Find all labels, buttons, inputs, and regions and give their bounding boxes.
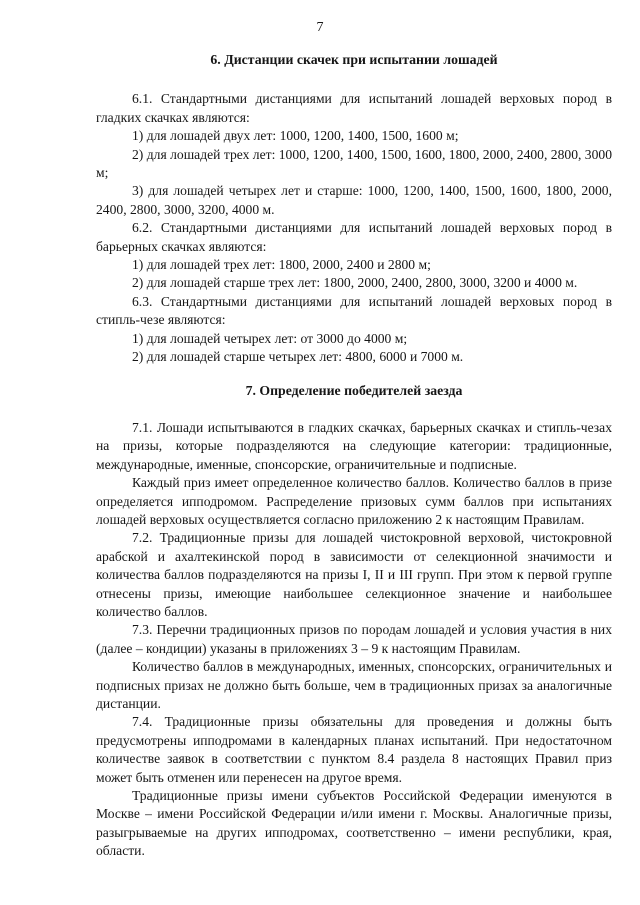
section-6-list-item: 1) для лошадей трех лет: 1800, 2000, 2400 и 2800 м; xyxy=(132,257,431,273)
section-7-paragraph: 7.1. Лошади испытываются в гладких скачках, барьерных скачках и стипль-чезах на призы, которые подразделяются на следующие категории: традиционные, международные, именные, спонсорские, ограничительные и подписные. xyxy=(96,419,612,472)
section-6-paragraph: 6.1. Стандартными дистанциями для испытаний лошадей верховых пород в гладких скачках являются: xyxy=(96,91,612,125)
page-number: 7 xyxy=(316,20,324,35)
section-6-body xyxy=(96,90,612,366)
section-6-list-item: 2) для лошадей старше четырех лет: 4800, 6000 и 7000 м. xyxy=(132,349,464,365)
section-7-paragraph: 7.4. Традиционные призы обязательны для проведения и должны быть предусмотрены ипподромами в календарных планах испытаний. При недостаточном количестве заявок в соответствии с пунктом 8.4 раздела 8 настоящих Правил приз может быть отменен или перенесен на другое время. xyxy=(96,714,612,785)
section-6-heading: 6. Дистанции скачек при испытании лошадей xyxy=(210,52,498,67)
section-7-paragraph: Количество баллов в международных, именных, спонсорских, ограничительных и подписных призах не должно быть больше, чем в традиционных призах за аналогичные дистанции. xyxy=(96,659,612,711)
section-6-list-item: 2) для лошадей трех лет: 1000, 1200, 1400, 1500, 1600, 1800, 2000, 2400, 2800, 3000 м; xyxy=(96,146,612,181)
section-6-list-item: 1) для лошадей четырех лет: от 3000 до 4000 м; xyxy=(132,330,408,346)
document-body xyxy=(96,51,612,861)
section-6-paragraph: 6.3. Стандартными дистанциями для испытаний лошадей верховых пород в стипль-чезе являются: xyxy=(96,293,612,328)
section-7-paragraph: Традиционные призы имени субъектов Российской Федерации именуются в Москве – имени Российской Федерации и/или имени г. Москвы. Аналогичные призы, разыгрываемые на других ипподромах, соответственно – имени республики, края, области. xyxy=(96,788,612,859)
section-7-paragraph: 7.2. Традиционные призы для лошадей чистокровной верховой, чистокровной арабской и ахалтекинской пород в зависимости от селекционной значимости и количества баллов подразделяются на призы I, II и III групп. При этом к первой группе отнесены призы, имеющие наибольшее селекционное значение и наибольшее количество баллов. xyxy=(96,530,612,619)
section-6-list-item: 1) для лошадей двух лет: 1000, 1200, 1400, 1500, 1600 м; xyxy=(132,128,459,144)
section-6-paragraph: 6.2. Стандартными дистанциями для испытаний лошадей верховых пород в барьерных скачках являются: xyxy=(96,220,612,254)
section-7-paragraph: Каждый приз имеет определенное количество баллов. Количество баллов в призе определяется ипподромом. Распределение призовых сумм баллов при испытаниях лошадей верховых осуществляется согласно приложению 2 к настоящим Правилам. xyxy=(96,475,612,527)
section-7-heading: 7. Определение победителей заезда xyxy=(245,382,463,398)
section-6-list-item: 3) для лошадей четырех лет и старше: 1000, 1200, 1400, 1500, 1600, 1800, 2000, 2400, 2800, 3000, 3200, 4000 м. xyxy=(96,183,612,217)
section-7-paragraph: 7.3. Перечни традиционных призов по породам лошадей и условия участия в них (далее – кондиции) указаны в приложениях 3 – 9 к настоящим Правилам. xyxy=(96,622,612,656)
section-6-list-item: 2) для лошадей старше трех лет: 1800, 2000, 2400, 2800, 3000, 3200 и 4000 м. xyxy=(132,275,578,291)
section-7-body xyxy=(96,419,612,861)
